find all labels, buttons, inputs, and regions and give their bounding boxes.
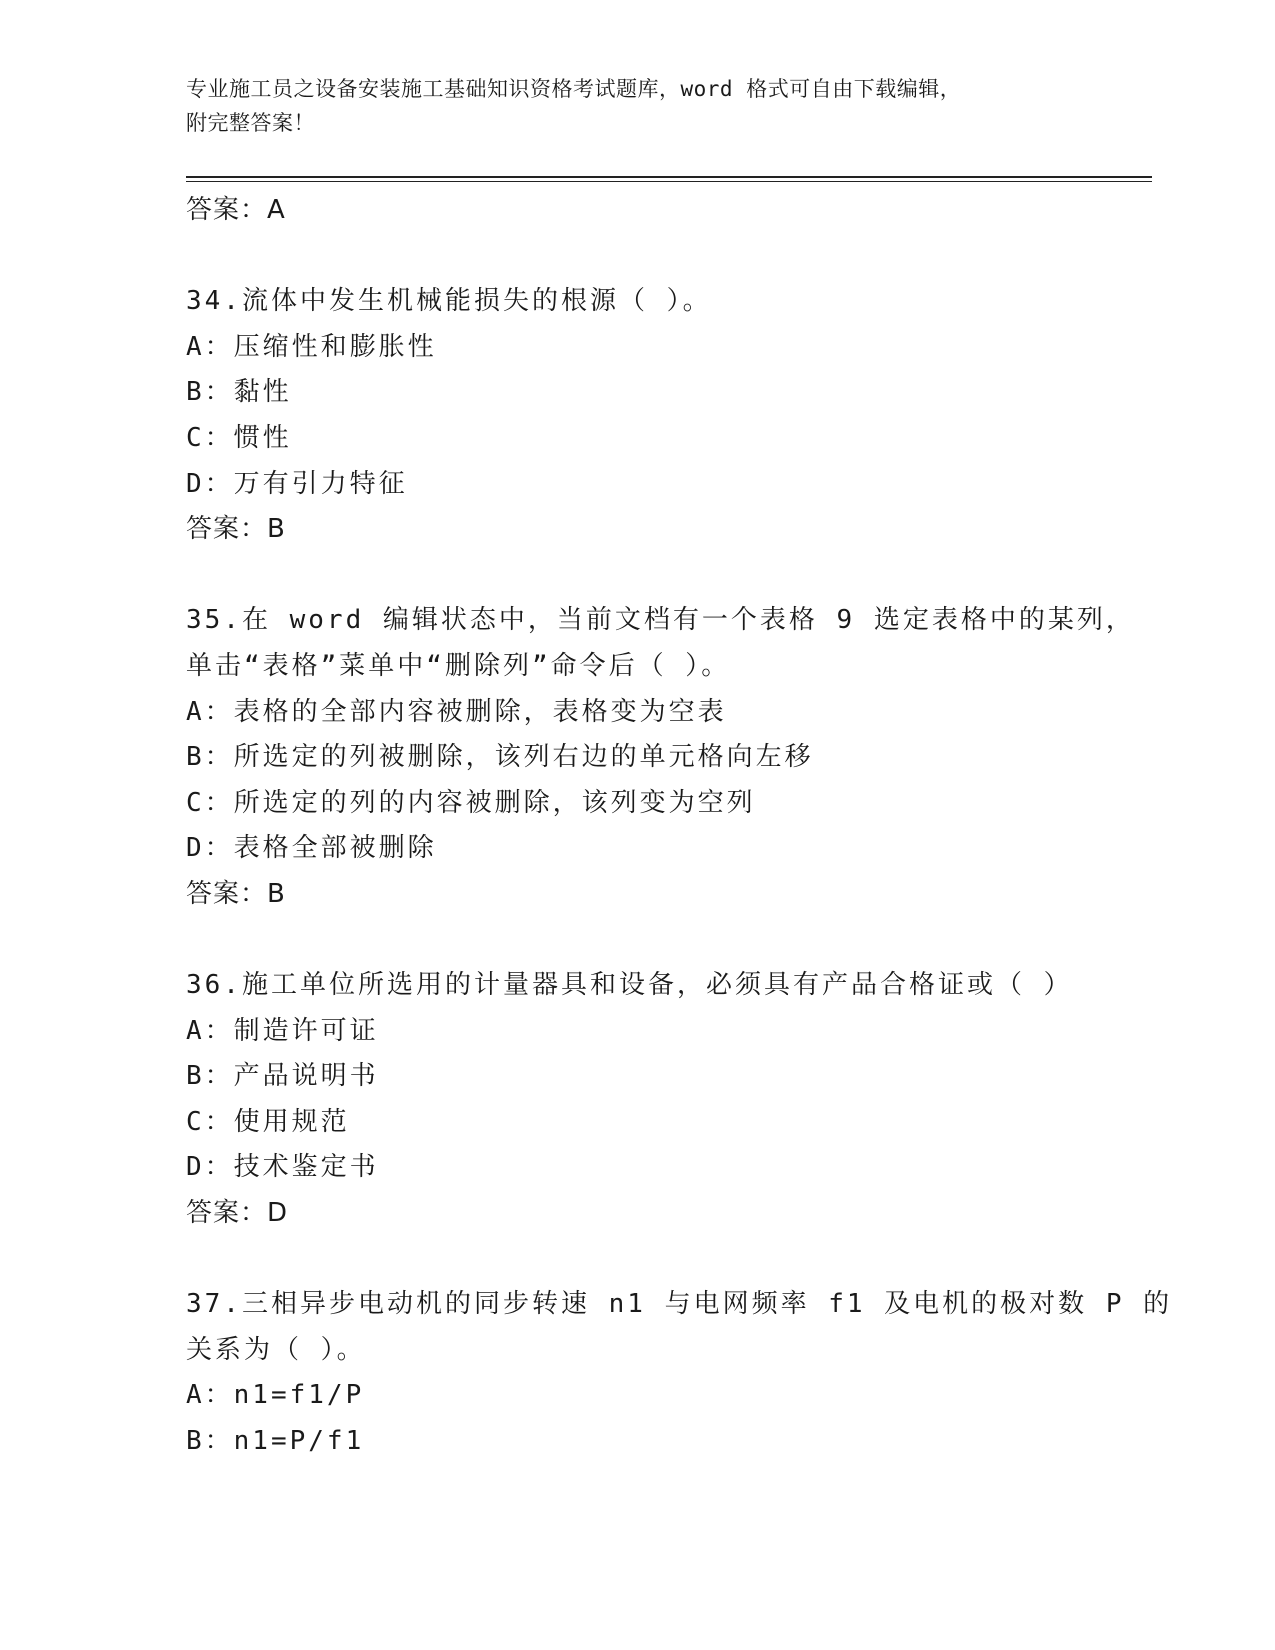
option-a: A：n1=f1/P xyxy=(186,1380,365,1411)
question-list xyxy=(186,188,1173,1465)
option-c: C：所选定的列的内容被删除，该列变为空列 xyxy=(186,787,756,818)
question-stem: 34.流体中发生机械能损失的根源（ ）。 xyxy=(186,286,712,317)
question-34 xyxy=(186,279,1146,553)
question-stem-line-2: 单击“表格”菜单中“删除列”命令后（ ）。 xyxy=(186,650,731,681)
header-rule-thick xyxy=(186,176,1152,178)
page-header xyxy=(186,72,1086,140)
question-stem: 36.施工单位所选用的计量器具和设备，必须具有产品合格证或（ ） xyxy=(186,970,1073,1001)
option-a: A：表格的全部内容被删除，表格变为空表 xyxy=(186,696,727,727)
header-line-1: 专业施工员之设备安装施工基础知识资格考试题库，word 格式可自由下载编辑， xyxy=(186,77,962,101)
header-rule-thin xyxy=(186,181,1152,182)
question-stem-line-1: 35.在 word 编辑状态中，当前文档有一个表格 9 选定表格中的某列， xyxy=(186,605,1135,636)
option-a: A：制造许可证 xyxy=(186,1015,379,1046)
option-c: C：惯性 xyxy=(186,422,292,453)
answer-line: 答案：B xyxy=(186,878,286,909)
spacer xyxy=(186,1237,1146,1283)
header-line-2: 附完整答案！ xyxy=(186,111,315,135)
option-a: A：压缩性和膨胀性 xyxy=(186,331,437,362)
previous-answer: 答案：A xyxy=(186,195,286,225)
option-b: B：产品说明书 xyxy=(186,1061,379,1092)
question-36 xyxy=(186,963,1146,1237)
option-b: B：n1=P/f1 xyxy=(186,1426,365,1457)
spacer xyxy=(186,553,1146,599)
option-d: D：表格全部被删除 xyxy=(186,833,437,864)
option-c: C：使用规范 xyxy=(186,1106,350,1137)
option-b: B：所选定的列被删除，该列右边的单元格向左移 xyxy=(186,742,814,773)
answer-line: 答案：D xyxy=(186,1198,289,1229)
question-35 xyxy=(186,598,1146,917)
answer-line: 答案：B xyxy=(186,514,286,545)
question-stem-line-2: 关系为（ ）。 xyxy=(186,1334,366,1365)
option-b: B：黏性 xyxy=(186,377,292,408)
spacer xyxy=(186,918,1146,964)
spacer xyxy=(186,234,1146,280)
option-d: D：万有引力特征 xyxy=(186,468,408,499)
option-d: D：技术鉴定书 xyxy=(186,1152,379,1183)
question-37 xyxy=(186,1282,1173,1464)
question-stem-line-1: 37.三相异步电动机的同步转速 n1 与电网频率 f1 及电机的极对数 P 的 xyxy=(186,1289,1173,1320)
